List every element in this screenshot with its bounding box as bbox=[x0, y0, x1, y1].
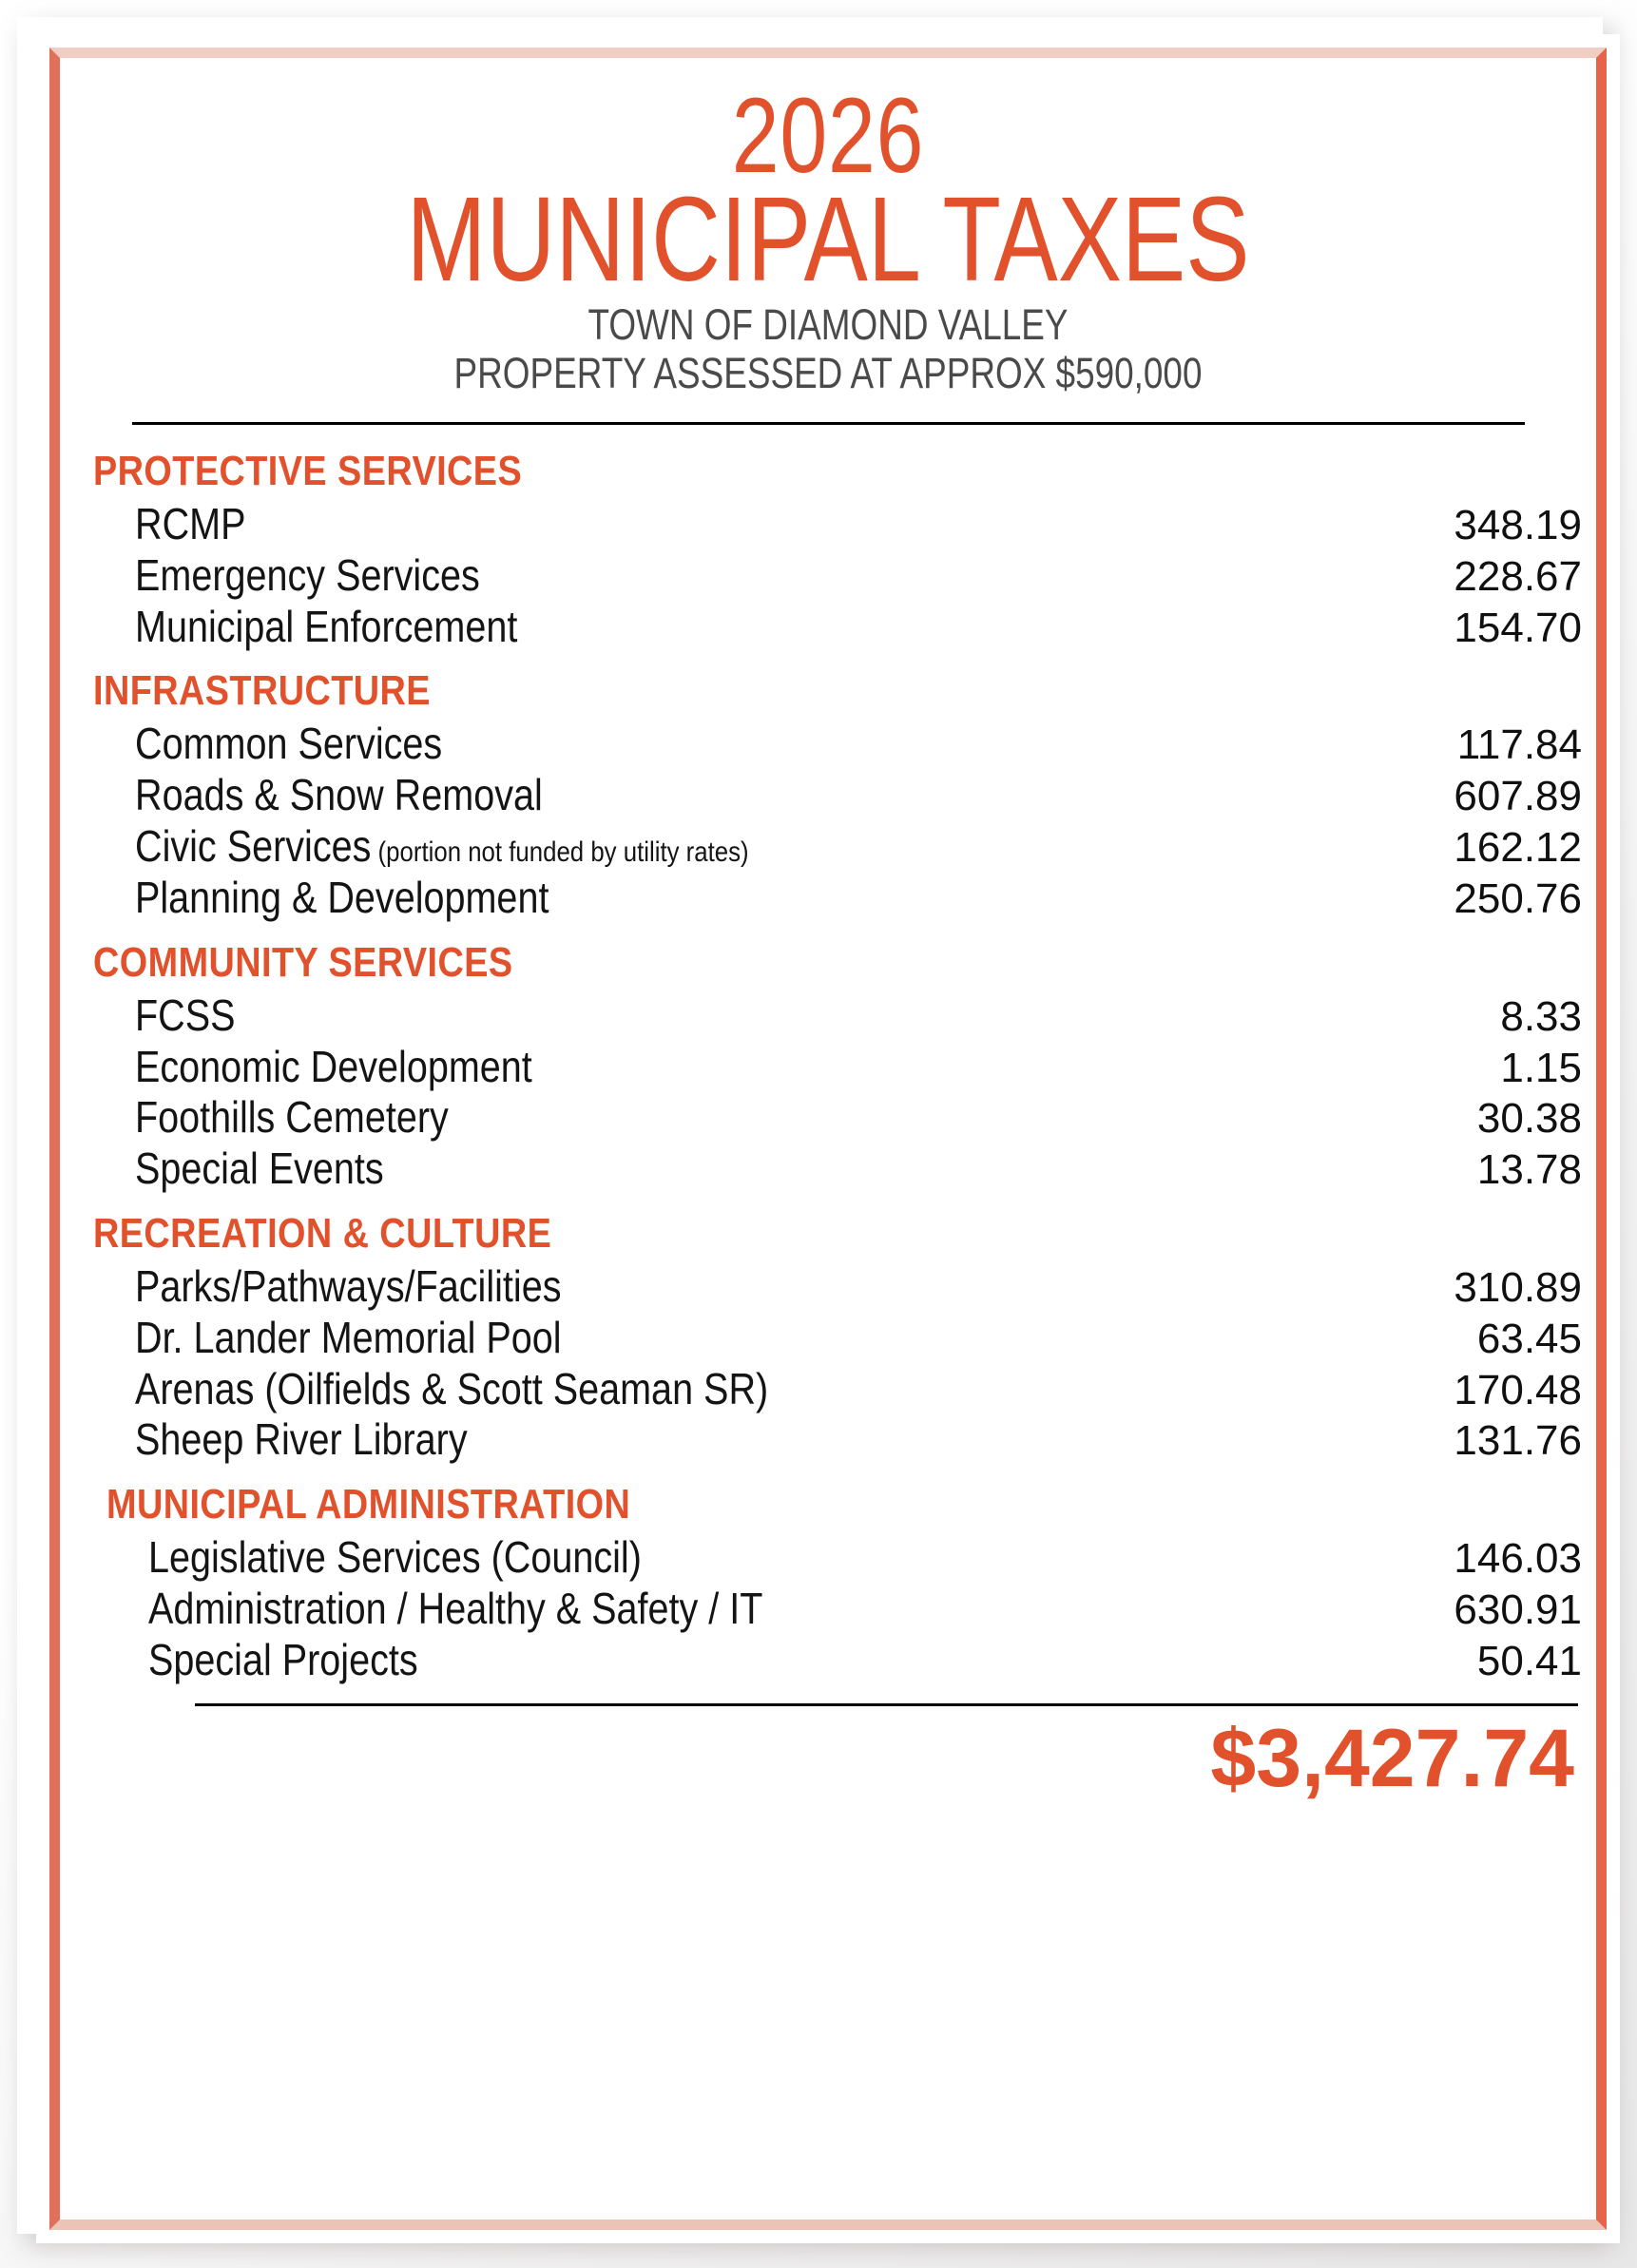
tax-line-item bbox=[61, 1584, 1595, 1635]
tax-line-item bbox=[61, 1364, 1595, 1415]
tax-line-item-name: Foothills Cemetery bbox=[135, 1092, 449, 1143]
tax-section bbox=[61, 1210, 1595, 1466]
tax-line-item bbox=[61, 499, 1595, 550]
tax-line-item-label bbox=[135, 602, 517, 653]
tax-line-item-value: 310.89 bbox=[1454, 1263, 1582, 1311]
tax-line-item-name: Civic Services bbox=[135, 821, 372, 872]
poster-sheet bbox=[17, 17, 1603, 2234]
tax-line-item-label bbox=[135, 550, 480, 602]
tax-line-item bbox=[61, 1635, 1595, 1686]
tax-line-item-value: 170.48 bbox=[1454, 1366, 1582, 1413]
tax-line-item-label bbox=[135, 1092, 449, 1144]
tax-line-item-value: 228.67 bbox=[1454, 552, 1582, 600]
tax-line-item-name: Legislative Services (Council) bbox=[148, 1532, 642, 1583]
tax-line-item-name: Parks/Pathways/Facilities bbox=[135, 1260, 562, 1311]
tax-line-item bbox=[61, 602, 1595, 653]
tax-line-item-label bbox=[135, 1261, 561, 1313]
tax-line-item-name: Arenas (Oilfields & Scott Seaman SR) bbox=[135, 1363, 769, 1413]
tax-line-item-value: 13.78 bbox=[1476, 1146, 1582, 1194]
tax-line-item-label bbox=[135, 1313, 562, 1364]
tax-line-item bbox=[61, 770, 1595, 821]
tax-line-item-label bbox=[135, 719, 442, 770]
tax-line-item bbox=[61, 1092, 1595, 1144]
tax-line-item-value: 117.84 bbox=[1456, 721, 1582, 769]
tax-line-item bbox=[61, 821, 1595, 873]
tax-line-item-value: 250.76 bbox=[1454, 875, 1582, 922]
tax-line-item-name: RCMP bbox=[135, 499, 246, 549]
tax-line-item bbox=[61, 719, 1595, 770]
section-heading: INFRASTRUCTURE bbox=[93, 667, 431, 715]
tax-section bbox=[61, 667, 1595, 923]
tax-line-item-value: 8.33 bbox=[1500, 992, 1582, 1040]
tax-section bbox=[61, 939, 1595, 1195]
tax-line-item-name: Roads & Snow Removal bbox=[135, 770, 543, 820]
tax-line-item-label bbox=[135, 821, 749, 873]
tax-line-item-note: (portion not funded by utility rates) bbox=[371, 836, 749, 869]
tax-line-item bbox=[61, 1313, 1595, 1364]
page-title: MUNICIPAL TAXES bbox=[406, 172, 1250, 307]
section-heading: COMMUNITY SERVICES bbox=[93, 938, 513, 986]
tax-line-item bbox=[61, 1261, 1595, 1313]
tax-line-item-value: 50.41 bbox=[1476, 1637, 1582, 1684]
tax-line-item-label bbox=[135, 1414, 468, 1466]
tax-line-item-label bbox=[148, 1584, 762, 1635]
tax-section bbox=[61, 448, 1595, 652]
total-row bbox=[61, 1714, 1595, 1804]
section-heading: RECREATION & CULTURE bbox=[93, 1209, 552, 1257]
tax-line-item-name: Planning & Development bbox=[135, 872, 549, 922]
tax-line-item bbox=[61, 1414, 1595, 1466]
tax-line-item-label bbox=[148, 1635, 418, 1686]
subtitle-municipality: TOWN OF DIAMOND VALLEY bbox=[587, 300, 1069, 350]
subtitle-assessment: PROPERTY ASSESSED AT APPROX $590,000 bbox=[453, 348, 1203, 397]
tax-line-item bbox=[61, 1532, 1595, 1584]
tax-line-item-label bbox=[135, 1042, 532, 1093]
tax-line-item-label bbox=[135, 770, 543, 821]
tax-line-item-value: 131.76 bbox=[1454, 1417, 1582, 1465]
tax-line-item-value: 630.91 bbox=[1454, 1586, 1582, 1634]
tax-line-item-label bbox=[135, 873, 549, 924]
tax-line-item-name: Sheep River Library bbox=[135, 1414, 468, 1465]
poster-content bbox=[61, 59, 1595, 2219]
tax-sections-list bbox=[61, 425, 1595, 1686]
tax-line-item-name: Emergency Services bbox=[135, 549, 480, 600]
tax-line-item-name: FCSS bbox=[135, 990, 236, 1040]
tax-line-item-name: Special Projects bbox=[148, 1634, 418, 1684]
total-divider bbox=[195, 1703, 1578, 1706]
tax-line-item-value: 348.19 bbox=[1454, 502, 1582, 549]
tax-line-item-name: Economic Development bbox=[135, 1041, 532, 1091]
section-heading: PROTECTIVE SERVICES bbox=[93, 448, 523, 495]
tax-line-item-label bbox=[135, 1364, 768, 1415]
tax-section bbox=[61, 1481, 1595, 1685]
tax-line-item-name: Municipal Enforcement bbox=[135, 601, 518, 651]
tax-line-item bbox=[61, 550, 1595, 602]
tax-line-item bbox=[61, 1144, 1595, 1195]
tax-line-item-value: 146.03 bbox=[1454, 1535, 1582, 1583]
tax-line-item-name: Administration / Healthy & Safety / IT bbox=[148, 1584, 763, 1634]
tax-line-item-label bbox=[148, 1532, 642, 1584]
tax-line-item bbox=[61, 1042, 1595, 1093]
tax-line-item-label bbox=[135, 499, 245, 550]
tax-line-item-value: 1.15 bbox=[1500, 1044, 1582, 1091]
tax-line-item bbox=[61, 990, 1595, 1042]
tax-line-item-label bbox=[135, 1144, 384, 1195]
tax-line-item-label bbox=[135, 990, 236, 1042]
tax-line-item-name: Common Services bbox=[135, 719, 443, 769]
tax-line-item-value: 607.89 bbox=[1454, 773, 1582, 820]
title-year: 2026 bbox=[731, 76, 925, 195]
tax-line-item-value: 162.12 bbox=[1454, 824, 1582, 872]
tax-line-item-name: Dr. Lander Memorial Pool bbox=[135, 1312, 562, 1362]
section-heading: MUNICIPAL ADMINISTRATION bbox=[106, 1481, 631, 1528]
poster-header bbox=[61, 59, 1595, 397]
tax-line-item bbox=[61, 873, 1595, 924]
total-amount: $3,427.74 bbox=[1210, 1712, 1574, 1804]
tax-line-item-value: 154.70 bbox=[1454, 604, 1582, 651]
tax-line-item-value: 63.45 bbox=[1476, 1315, 1582, 1362]
tax-line-item-value: 30.38 bbox=[1476, 1095, 1582, 1143]
tax-line-item-name: Special Events bbox=[135, 1144, 384, 1194]
